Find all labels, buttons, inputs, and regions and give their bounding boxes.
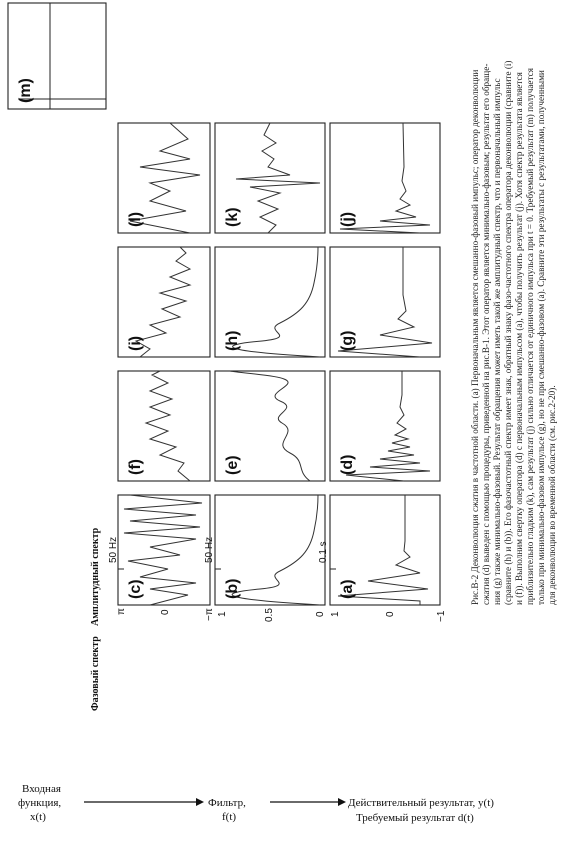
panel-l xyxy=(118,123,210,233)
tick-zero-c: 0 xyxy=(160,609,171,615)
time-scale-label: 0.1 s xyxy=(318,541,329,563)
flow-input-line2: функция, xyxy=(18,797,62,809)
amplitude-spectrum-title: Амплитудный спектр xyxy=(90,527,101,626)
caption-block xyxy=(470,61,557,606)
caption-line-7: только при минимально-фазовом импульсе (g), но не при смешанно-фазовом (a). Сравните эти результаты с результатами, полученными xyxy=(536,70,546,605)
panel-label-h: (h) xyxy=(224,330,241,351)
tick-pi-c: π xyxy=(116,608,127,615)
panel-label-d: (d) xyxy=(339,454,356,475)
panel-b xyxy=(204,495,326,622)
caption-line-1: Рис.В-2 Деконволюция сжатия в частотной области. (а) Первоначальным является смешанно-фазовый импульс; оператор деконволюции xyxy=(470,69,480,605)
panel-a xyxy=(318,495,447,622)
caption-line-5: и (f)). Выполним свертку оператора (d) с первоначальным импульсом (a), чтобы получить результат (j). Хотя спектр результата является xyxy=(514,72,524,605)
panel-g xyxy=(330,247,440,357)
panel-e xyxy=(215,371,325,481)
caption-line-8: для деконволюции во временной области (см. рис.2-20). xyxy=(547,385,557,605)
flow-actual-output: Действительный результат, y(t) xyxy=(348,797,494,809)
caption-line-3: ния (g) также минимально-фазовый. Результат обращения может иметь такой же амплитудный спектр, что и первоначальный импульс xyxy=(492,78,502,605)
flow-filter-line2: f(t) xyxy=(222,811,237,823)
panel-j xyxy=(330,123,440,233)
panel-f xyxy=(118,371,210,481)
panel-label-g: (g) xyxy=(339,330,356,351)
flow-arrowhead-1 xyxy=(196,798,204,806)
flow-filter-line1: Фильтр, xyxy=(208,797,246,809)
phase-spectrum-title: Фазовый спектр xyxy=(90,636,101,711)
tick-minus-pi-c: −π xyxy=(204,608,215,621)
panel-label-k: (k) xyxy=(224,207,241,227)
panel-h xyxy=(215,247,325,357)
tick-zero-a: 0 xyxy=(385,611,396,617)
panel-label-a: (a) xyxy=(339,579,356,599)
caption-line-4: (сравните (h) и (b)). Его фазочастотный спектр имеет знак, обратный знаку фазо-частотного спектра оператора деконволюции (сравните (i) xyxy=(503,60,513,605)
tick-one-a: 1 xyxy=(330,611,341,617)
caption-line-2: сжатия (d) выведен с помощью процедуры, приведенной на рис.В-1. Этот оператор является минимально-фазовым; результат его обраще- xyxy=(481,63,491,605)
tick-minus-one-a: −1 xyxy=(436,610,447,622)
panel-k xyxy=(215,123,325,233)
panel-label-f: (f) xyxy=(127,459,144,475)
flow-input-line3: x(t) xyxy=(30,811,46,823)
flow-input-line1: Входная xyxy=(22,783,61,795)
caption-line-6: приблизительно гладким (k), сам результат (j) сильно отличается от единичного импульса при t = 0. Требуемый результат (m) получается xyxy=(525,68,535,605)
panel-d xyxy=(330,371,440,481)
panel-c xyxy=(108,495,215,621)
panel-label-c: (c) xyxy=(127,579,144,599)
panel-label-b: (b) xyxy=(224,578,241,599)
panel-label-m: (m) xyxy=(17,78,34,103)
flow-diagram xyxy=(18,783,494,824)
flow-desired-output: Требуемый результат d(t) xyxy=(356,812,474,824)
panel-i xyxy=(118,247,210,357)
tick-half-b: 0.5 xyxy=(264,608,275,622)
panel-label-l: (l) xyxy=(127,211,144,227)
tick-zero-b: 0 xyxy=(315,611,326,617)
flow-arrowhead-2 xyxy=(338,798,346,806)
tick-one-b: 1 xyxy=(217,611,228,617)
panel-label-i: (i) xyxy=(127,335,144,351)
rotated-figure xyxy=(8,3,557,711)
hz-label-top: 50 Hz xyxy=(108,536,119,563)
panel-label-e: (e) xyxy=(224,455,241,475)
panel-m xyxy=(8,3,106,109)
hz-label-mid: 50 Hz xyxy=(204,536,215,563)
panel-label-j: (j) xyxy=(339,211,356,227)
